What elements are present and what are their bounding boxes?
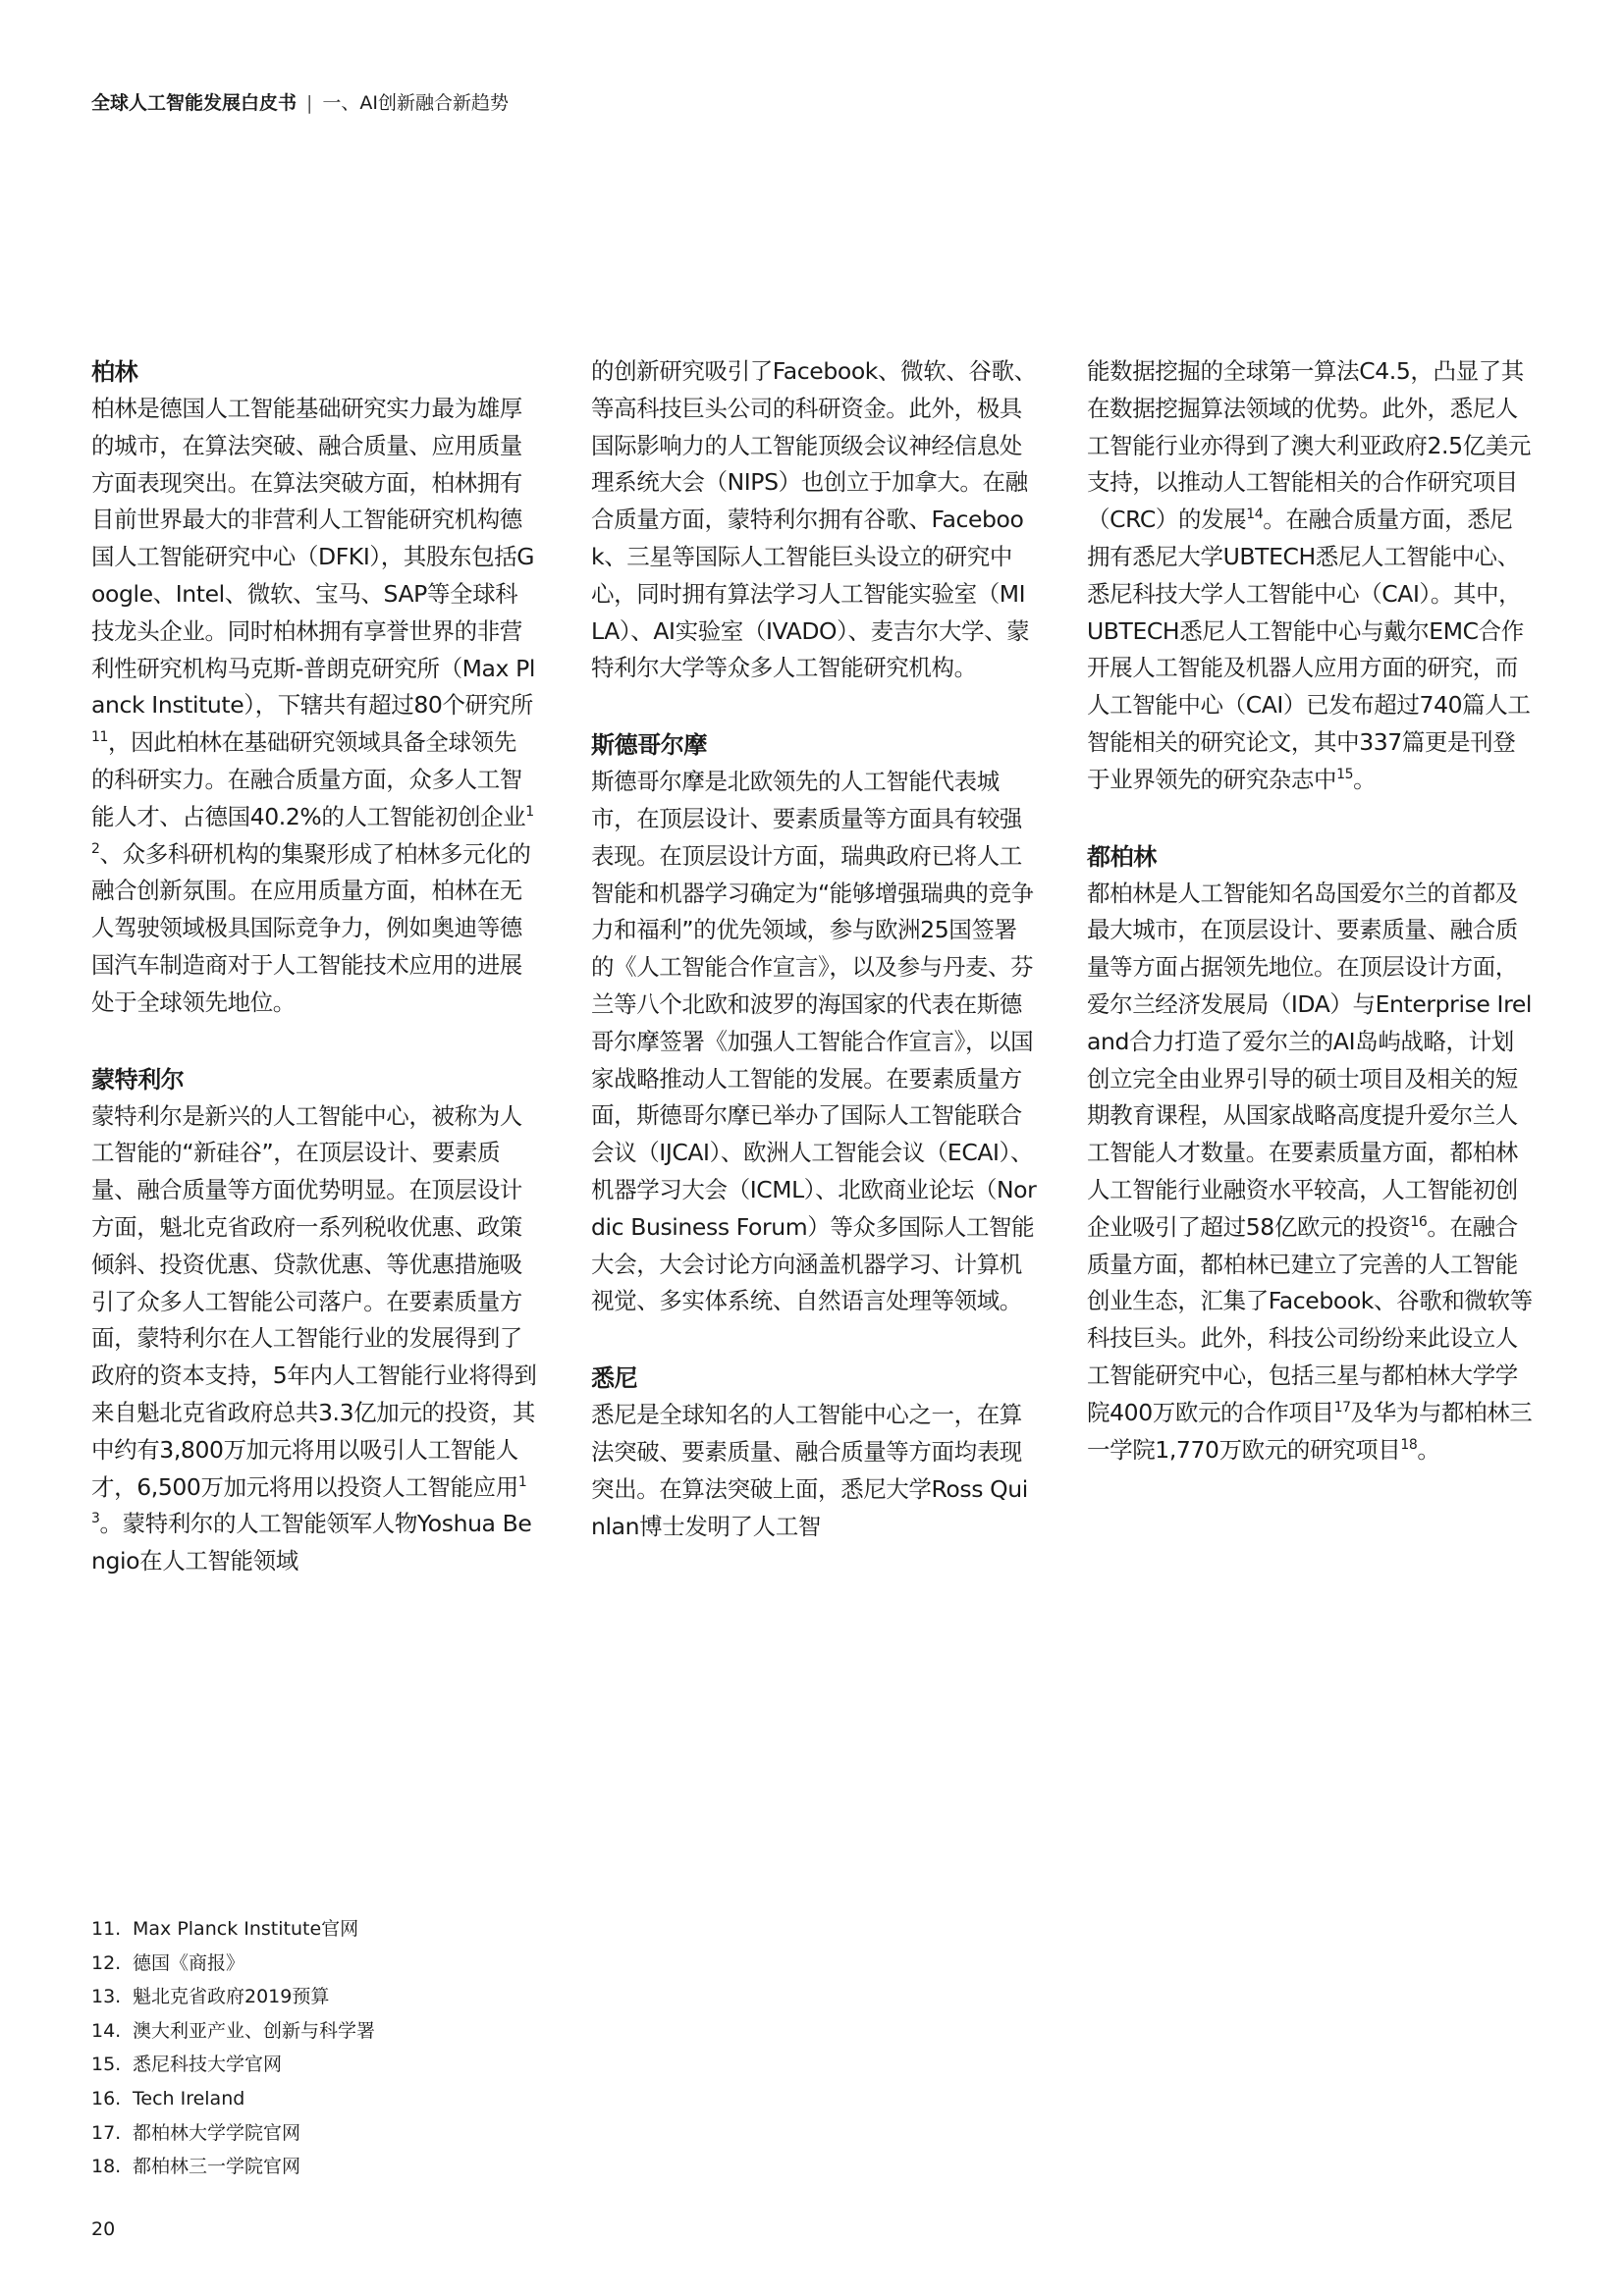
section-montreal — [91, 1061, 538, 1580]
section-body — [91, 391, 538, 1022]
body-text: 都柏林是人工智能知名岛国爱尔兰的首都及最大城市，在顶层设计、要素质量、融合质量等方面占据领先地位。在顶层设计方面，爱尔兰经济发展局（IDA）与Enterprise Ireland合力打造了爱尔兰的AI岛屿战略，计划创立完全由业界引导的硕士项目及相关的短期教育课程，从国家战略高度提升爱尔兰人工智能人才数量。在要素质量方面，都柏林人工智能行业融资水平较高，人工智能初创企业吸引了超过58亿欧元的投资 — [1087, 879, 1533, 1241]
footnote-text: 魁北克省政府2019预算 — [133, 1986, 330, 2008]
continued-paragraph: 的创新研究吸引了Facebook、微软、谷歌、等高科技巨头公司的科研资金。此外，极具国际影响力的人工智能顶级会议神经信息处理系统大会（NIPS）也创立于加拿大。在融合质量方面，蒙特利尔拥有谷歌、Facebook、三星等国际人工智能巨头设立的研究中心，同时拥有算法学习人工智能实验室（MILA）、AI实验室（IVADO）、麦吉尔大学、蒙特利尔大学等众多人工智能研究机构。 — [591, 357, 1037, 682]
footnote-number: 14. — [91, 2019, 122, 2042]
section-body — [591, 1397, 1038, 1545]
footnote — [91, 1980, 375, 2014]
section-stockholm — [591, 726, 1038, 1320]
section-heading: 悉尼 — [591, 1364, 638, 1393]
section-body — [91, 1098, 538, 1580]
footnote-number: 13. — [91, 1986, 122, 2008]
text-column-2 — [591, 353, 1038, 1584]
footnote — [91, 2150, 375, 2184]
body-text: ，因此柏林在基础研究领域具备全球领先的科研实力。在融合质量方面，众多人工智能人才、占德国40.2%的人工智能初创企业 — [91, 728, 526, 830]
footnote-number: 12. — [91, 1951, 122, 1974]
footnote-ref: 14 — [1246, 507, 1264, 523]
footnote — [91, 1912, 375, 1947]
footnote — [91, 1947, 375, 1981]
section-berlin — [91, 353, 538, 1022]
footnote-ref: 13 — [91, 1473, 527, 1527]
footnote-text: 悉尼科技大学官网 — [133, 2054, 283, 2076]
footnote-number: 17. — [91, 2121, 122, 2144]
footnote-text: 德国《商报》 — [133, 1951, 245, 1974]
section-title: 一、AI创新融合新趋势 — [322, 92, 510, 114]
body-text: 及华为与都柏林三一学院1,770万欧元的研究项目 — [1087, 1398, 1533, 1464]
section-heading: 斯德哥尔摩 — [591, 731, 707, 760]
footnote-text: Tech Ireland — [133, 2087, 245, 2109]
body-text: 。蒙特利尔的人工智能领军人物Yoshua Bengio在人工智能领域 — [91, 1510, 532, 1575]
footnote-text: 澳大利亚产业、创新与科学署 — [133, 2019, 376, 2042]
section-heading: 蒙特利尔 — [91, 1065, 185, 1094]
footnote-text: Max Planck Institute官网 — [133, 1918, 359, 1940]
footnote-text: 都柏林大学学院官网 — [133, 2121, 301, 2144]
body-text: 、众多科研机构的集聚形成了柏林多元化的融合创新氛围。在应用质量方面，柏林在无人驾驶领域极具国际竞争力，例如奥迪等德国汽车制造商对于人工智能技术应用的进展处于全球领先地位。 — [91, 839, 531, 1016]
body-text: 。 — [1353, 765, 1377, 793]
section-dublin — [1087, 838, 1534, 1469]
footnote-text: 都柏林三一学院官网 — [133, 2156, 301, 2178]
page-number: 20 — [91, 2218, 116, 2240]
header-separator: | — [306, 92, 313, 114]
footnote-ref: 16 — [1410, 1213, 1428, 1230]
body-text: 。在融合质量方面，悉尼拥有悉尼大学UBTECH悉尼人工智能中心、悉尼科技大学人工智能中心（CAI）。其中，UBTECH悉尼人工智能中心与戴尔EMC合作开展人工智能及机器人应用方面的研究，而人工智能中心（CAI）已发布超过740篇人工智能相关的研究论文，其中337篇更是刊登于业界领先的研究杂志中 — [1087, 506, 1531, 793]
footnote-number: 15. — [91, 2054, 122, 2076]
footnote-ref: 18 — [1400, 1436, 1418, 1453]
body-text: 。在融合质量方面，都柏林已建立了完善的人工智能创业生态，汇集了Facebook、谷歌和微软等科技巨头。此外，科技公司纷纷来此设立人工智能研究中心，包括三星与都柏林大学学院400万欧元的合作项目 — [1087, 1212, 1533, 1426]
footnote — [91, 2048, 375, 2082]
body-text: 悉尼是全球知名的人工智能中心之一，在算法突破、要素质量、融合质量等方面均表现突出。在算法突破上面，悉尼大学Ross Quinlan博士发明了人工智 — [591, 1401, 1028, 1540]
footnote-number: 16. — [91, 2087, 122, 2109]
footnote-ref: 15 — [1336, 766, 1354, 782]
section-body — [1087, 876, 1534, 1469]
footnote — [91, 2116, 375, 2151]
footnote — [91, 2082, 375, 2116]
footnote-ref: 11 — [91, 729, 109, 746]
section-heading: 都柏林 — [1087, 842, 1157, 871]
body-text: 。 — [1417, 1435, 1440, 1464]
section-body — [591, 764, 1038, 1320]
footnotes — [91, 1912, 375, 2184]
section-sydney — [591, 1360, 1038, 1545]
body-text: 斯德哥尔摩是北欧领先的人工智能代表城市，在顶层设计、要素质量等方面具有较强表现。在顶层设计方面，瑞典政府已将人工智能和机器学习确定为“能够增强瑞典的竞争力和福利”的优先领域，参与欧洲25国签署的《人工智能合作宣言》，以及参与丹麦、芬兰等八个北欧和波罗的海国家的代表在斯德哥尔摩签署《加强人工智能合作宣言》，以国家战略推动人工智能的发展。在要素质量方面，斯德哥尔摩已举办了国际人工智能联合会议（IJCAI）、欧洲人工智能会议（ECAI）、机器学习大会（ICML）、北欧商业论坛（Nordic Business Forum）等众多国际人工智能大会，大会讨论方向涵盖机器学习、计算机视觉、多实体系统、自然语言处理等领域。 — [591, 768, 1037, 1315]
section-heading: 柏林 — [91, 358, 138, 386]
text-column-1 — [91, 353, 538, 1620]
body-text: 柏林是德国人工智能基础研究实力最为雄厚的城市，在算法突破、融合质量、应用质量方面表现突出。在算法突破方面，柏林拥有目前世界最大的非营利人工智能研究机构德国人工智能研究中心（DFKI），其股东包括Google、Intel、微软、宝马、SAP等全球科技龙头企业。同时柏林拥有享誉世界的非营利性研究机构马克斯-普朗克研究所（Max Planck Institute），下辖共有超过80个研究所 — [91, 395, 536, 720]
footnote-number: 11. — [91, 1918, 122, 1940]
document-title: 全球人工智能发展白皮书 — [91, 92, 298, 114]
text-column-3 — [1087, 353, 1534, 1508]
footnote — [91, 2014, 375, 2049]
continued-paragraph — [1087, 353, 1534, 799]
body-text: 能数据挖掘的全球第一算法C4.5，凸显了其在数据挖掘算法领域的优势。此外，悉尼人工智能行业亦得到了澳大利亚政府2.5亿美元支持，以推动人工智能相关的合作研究项目（CRC）的发展 — [1087, 357, 1531, 534]
body-text: 蒙特利尔是新兴的人工智能中心，被称为人工智能的“新硅谷”，在顶层设计、要素质量、融合质量等方面优势明显。在顶层设计方面，魁北克省政府一系列税收优惠、政策倾斜、投资优惠、贷款优惠、等优惠措施吸引了众多人工智能公司落户。在要素质量方面，蒙特利尔在人工智能行业的发展得到了政府的资本支持，5年内人工智能行业将得到来自魁北克省政府总共3.3亿加元的投资，其中约有3,800万加元将用以吸引人工智能人才，6,500万加元将用以投资人工智能应用 — [91, 1101, 537, 1501]
page-header — [91, 90, 509, 116]
footnote-ref: 17 — [1333, 1399, 1351, 1415]
footnote-number: 18. — [91, 2156, 122, 2178]
footnote-ref: 12 — [91, 803, 534, 857]
